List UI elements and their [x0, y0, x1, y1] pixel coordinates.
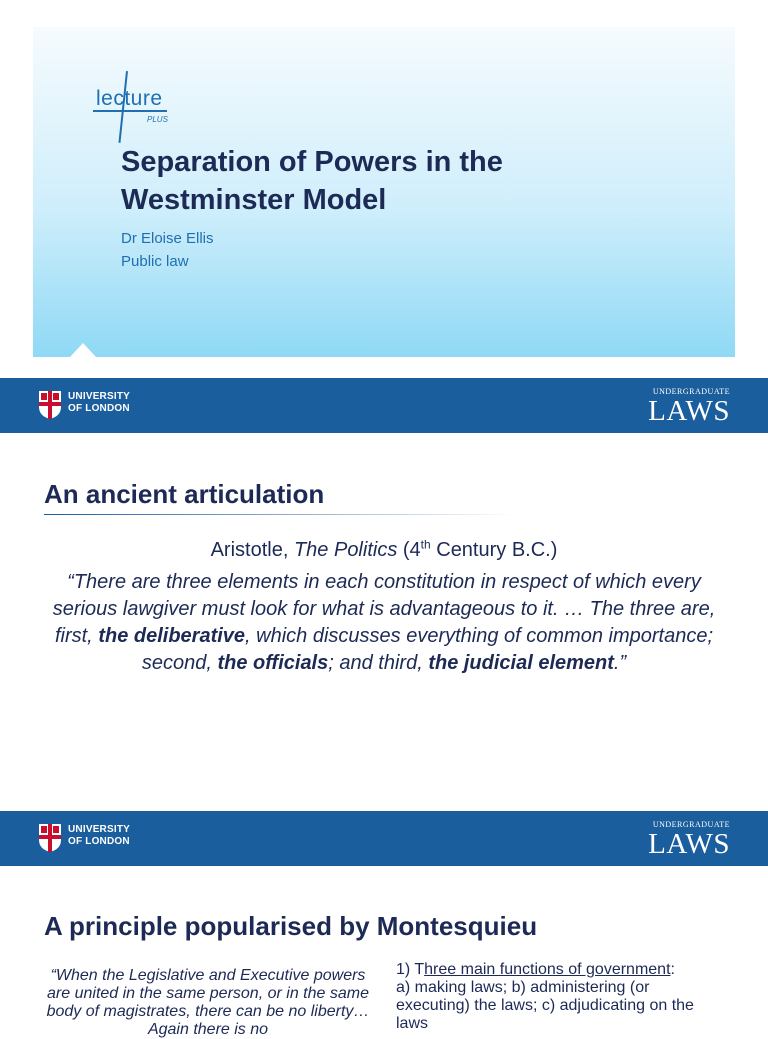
quote-text: , which discusses everything of common importance; second, — [141, 625, 714, 674]
citation-rest: Century B.C.) — [430, 539, 558, 561]
quote-emphasis: the judicial element — [428, 652, 614, 674]
undergraduate-label: UNDERGRADUATE — [652, 387, 730, 396]
laws-label: LAWS — [648, 828, 730, 860]
quote-text: “There are three elements in each constitution in respect of which every serious lawgiver must look for what is advantageous to it. … The three are, first, — [52, 571, 716, 647]
point-underlined: hree main functions of government — [424, 961, 671, 978]
header-band — [0, 811, 768, 866]
citation-author: Aristotle, — [210, 539, 294, 561]
slide2-heading: An ancient articulation — [44, 479, 325, 509]
functions-body: a) making laws; b) administering (or executing) the laws; c) adjudicating on the laws — [396, 979, 694, 1032]
university-name — [68, 391, 130, 415]
panel-caret — [70, 343, 96, 357]
slide-title: Separation of Powers in the Westminster Model — [121, 146, 503, 216]
functions-point — [396, 961, 726, 1033]
undergraduate-label: UNDERGRADUATE — [652, 820, 730, 829]
university-line1: UNIVERSITY — [68, 824, 131, 835]
university-crest-icon — [38, 823, 62, 853]
lecture-plus-logo — [93, 71, 173, 145]
quote-text: ; and third, — [328, 652, 429, 674]
slide-subtitle — [121, 227, 214, 273]
university-crest-icon — [38, 390, 62, 420]
university-line2: OF LONDON — [68, 403, 130, 414]
citation-work: The Politics — [293, 539, 398, 561]
montesquieu-quote: “When the Legislative and Executive powers are united in the same person, or in the same body of magistrates, there can be no liberty… Again there is no — [46, 967, 370, 1038]
quote-emphasis: the deliberative — [98, 625, 246, 647]
header-band — [0, 378, 768, 433]
university-line2: OF LONDON — [68, 836, 130, 847]
title-slide — [0, 0, 768, 372]
point-suffix: : — [670, 961, 675, 978]
quote-text: .” — [613, 652, 627, 674]
undergraduate-laws-logo — [640, 387, 730, 425]
university-line1: UNIVERSITY — [68, 391, 131, 402]
quote-emphasis: the officials — [217, 652, 329, 674]
author-name: Dr Eloise Ellis — [121, 230, 214, 247]
logo-sub: PLUS — [147, 115, 168, 124]
citation-open: (4 — [397, 539, 421, 561]
citation-sup: th — [420, 537, 431, 552]
point-prefix: 1) T — [396, 961, 425, 978]
slide3-heading: A principle popularised by Montesquieu — [44, 911, 538, 941]
laws-label: LAWS — [648, 395, 730, 427]
slide2-heading-rule — [44, 514, 514, 515]
aristotle-citation — [0, 539, 768, 562]
undergraduate-laws-logo — [640, 820, 730, 858]
functions-heading — [396, 961, 726, 979]
university-name — [68, 824, 130, 848]
aristotle-quote — [40, 569, 728, 677]
logo-word: lecture — [96, 87, 163, 110]
course-name: Public law — [121, 253, 189, 270]
